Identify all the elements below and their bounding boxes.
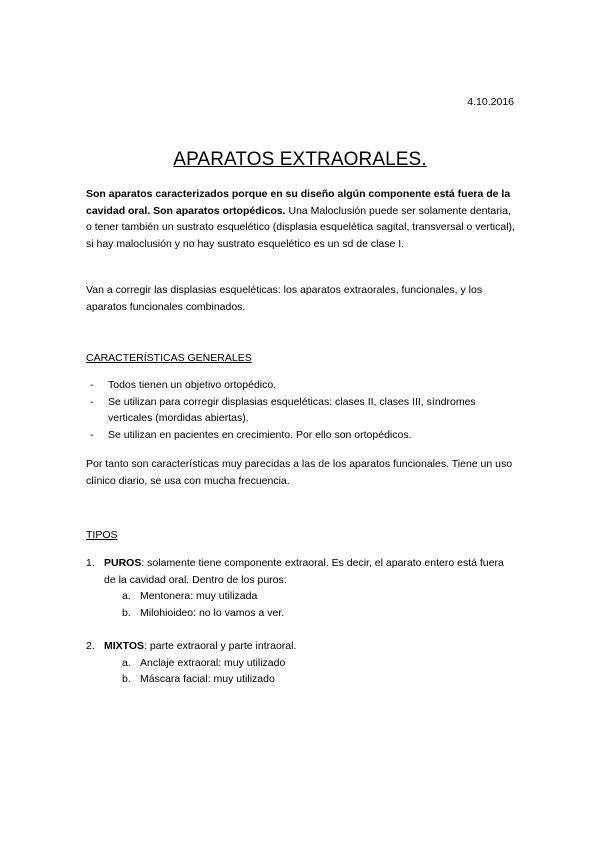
- list-item: - Se utilizan en pacientes en crecimiento. Por ello son ortopédicos.: [86, 427, 518, 444]
- document-date: 4.10.2016: [467, 96, 514, 108]
- document-title: APARATOS EXTRAORALES.: [173, 149, 427, 170]
- list-item: [86, 605, 518, 622]
- tipo-number: 1.: [86, 557, 95, 569]
- list-item: - Se utilizan para corregir displasias esqueléticas: clases II, clases III, síndromes verticales (mordidas abiertas).: [86, 394, 518, 427]
- list-item: [86, 655, 518, 672]
- summary-paragraph: Por tanto son características muy parecidas a las de los aparatos funcionales. Tiene un uso clínico diario, se usa con mucha frecuencia.: [86, 458, 513, 487]
- tipo-name: PUROS: [104, 557, 142, 569]
- caracteristicas-heading: CARACTERÍSTICAS GENERALES: [86, 352, 252, 364]
- tipo-number: 2.: [86, 640, 95, 652]
- sub-letter: a.: [122, 590, 131, 602]
- caracteristicas-list: [86, 377, 518, 443]
- list-item: [86, 588, 518, 605]
- intro-rest-text: Una Maloclusión puede ser solamente dentaria, o tener también un sustrato esquelético (displasia esquelética sagital, transversal o vertical), si hay maloclusión y no hay sustrato esquelético es un sd de clase I.: [86, 204, 515, 250]
- corrections-paragraph: Van a corregir las displasias esqueléticas: los aparatos extraorales, funcionales, y los aparatos funcionales combinados.: [86, 284, 483, 313]
- sub-letter: b.: [122, 606, 131, 619]
- list-item: - Todos tienen un objetivo ortopédico.: [86, 377, 518, 394]
- tipo-item-mixtos: [86, 638, 518, 688]
- sub-letter: a.: [122, 656, 131, 669]
- tipo-desc: : solamente tiene componente extraoral. Es decir, el aparato entero está fuera de la cavidad oral. Dentro de los puros:: [104, 557, 504, 586]
- tipo-sublist: [86, 655, 518, 688]
- intro-bold-text: Son aparatos caracterizados porque en su diseño algún componente está fuera de la cavidad oral. Son aparatos ortopédicos.: [86, 188, 511, 217]
- tipo-sublist: [86, 588, 518, 621]
- sub-text: Milohioideo: no lo vamos a ver.: [140, 606, 285, 619]
- intro-paragraph: [86, 186, 518, 252]
- tipos-heading: TIPOS: [86, 529, 118, 541]
- sub-letter: b.: [122, 673, 131, 685]
- tipo-item-puros: [86, 555, 518, 621]
- tipo-desc: : parte extraoral y parte intraoral.: [144, 640, 297, 652]
- sub-text: Máscara facial: muy utilizado: [140, 673, 275, 685]
- list-item: [86, 671, 518, 688]
- sub-text: Anclaje extraoral: muy utilizado: [140, 656, 286, 669]
- tipo-name: MIXTOS: [104, 640, 145, 652]
- sub-text: Mentonera: muy utilizada: [140, 590, 258, 602]
